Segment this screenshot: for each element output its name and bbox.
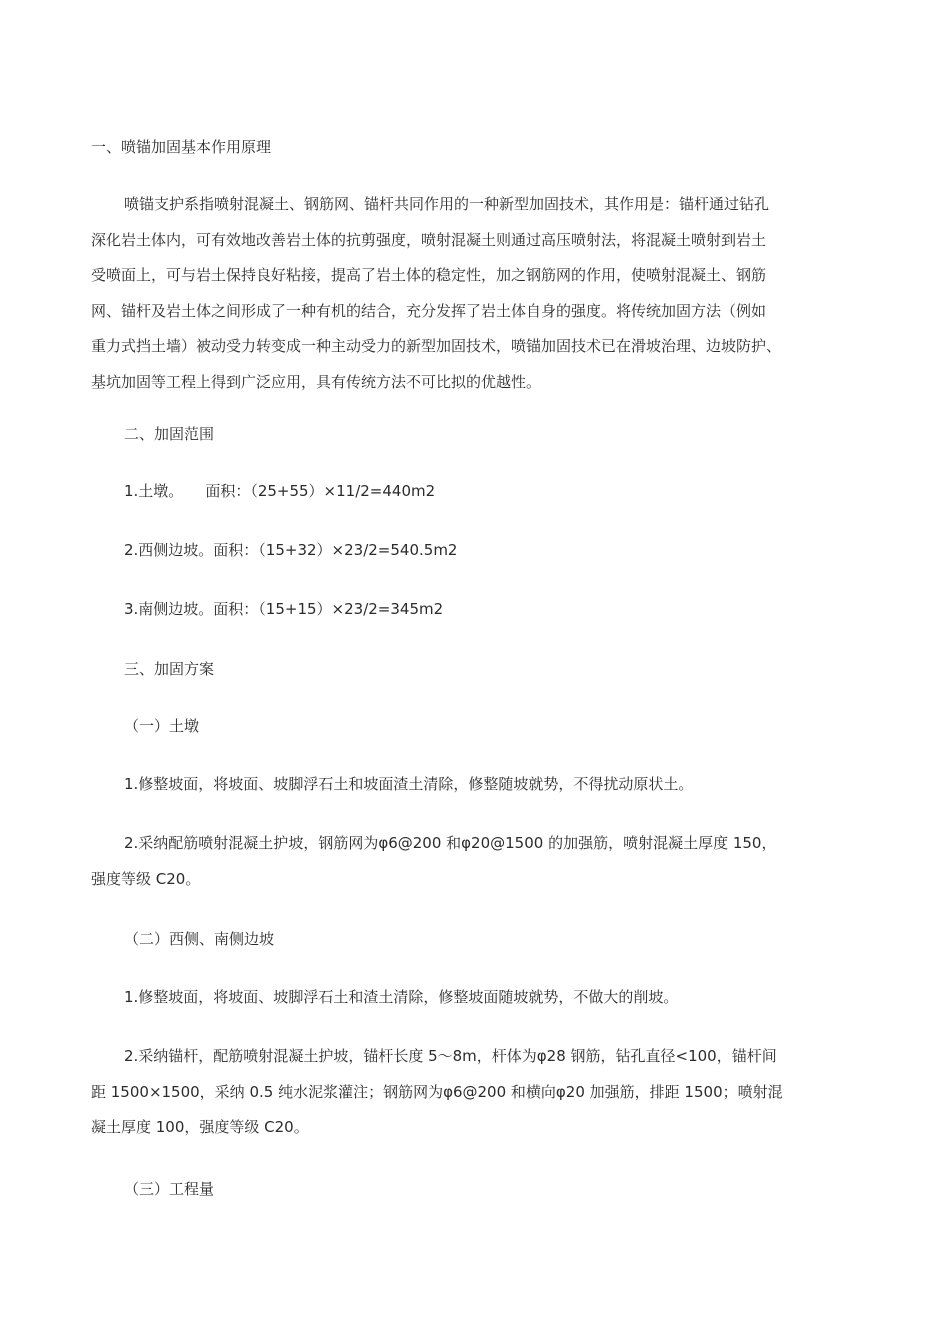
sub2-item-2-line: 2.采纳锚杆，配筋喷射混凝土护坡，锚杆长度 5～8m，杆体为φ28 钢筋，钻孔直径<100，锚杆间 <box>124 1047 777 1065</box>
sub2-item-2 <box>91 1039 861 1146</box>
section1-body-line: 网、锚杆及岩土体之间形成了一种有机的结合，充分发挥了岩土体自身的强度。将传统加固方法（例如 <box>91 301 767 320</box>
scope-item-3: 3.南侧边坡。面积：（15+15）×23/2=345m2 <box>124 600 444 618</box>
sub1-item-2 <box>91 826 861 897</box>
section1-body-line: 喷锚支护系指喷射混凝土、钢筋网、锚杆共同作用的一种新型加固技术，其作用是：锚杆通过钻孔 <box>124 195 770 213</box>
sub1-item-2-line: 强度等级 C20。 <box>91 869 201 888</box>
sub1-item-1: 1.修整坡面，将坡面、坡脚浮石土和坡面渣土清除，修整随坡就势，不得扰动原状土。 <box>124 775 694 793</box>
section3-heading: 三、加固方案 <box>124 660 215 678</box>
sub1-heading: （一）土墩 <box>124 717 200 735</box>
sub2-item-2-line: 凝土厚度 100，强度等级 C20。 <box>91 1118 309 1136</box>
sub2-item-1: 1.修整坡面，将坡面、坡脚浮石土和渣土清除，修整坡面随坡就势，不做大的削坡。 <box>124 988 679 1006</box>
section1-body-line: 基坑加固等工程上得到广泛应用，具有传统方法不可比拟的优越性。 <box>91 372 542 391</box>
sub1-item-2-line: 2.采纳配筋喷射混凝土护坡，钢筋网为φ6@200 和φ20@1500 的加强筋，喷射混凝土厚度 150， <box>124 834 777 852</box>
section1-heading: 一、喷锚加固基本作用原理 <box>91 138 272 156</box>
sub2-item-2-line: 距 1500×1500，采纳 0.5 纯水泥浆灌注；钢筋网为φ6@200 和横向φ20 加强筋，排距 1500；喷射混 <box>91 1082 783 1101</box>
section2-heading: 二、加固范围 <box>124 425 215 443</box>
section1-body-line: 受喷面上，可与岩土保持良好粘接，提高了岩土体的稳定性，加之钢筋网的作用，使喷射混凝土、钢筋 <box>91 266 767 284</box>
sub2-heading: （二）西侧、南侧边坡 <box>124 930 275 948</box>
scope-item-1 <box>124 474 894 510</box>
section1-body-line: 深化岩土体内，可有效地改善岩土体的抗剪强度，喷射混凝土则通过高压喷射法，将混凝土喷射到岩土 <box>91 230 767 249</box>
scope-item-2: 2.西侧边坡。面积：（15+32）×23/2=540.5m2 <box>124 541 458 559</box>
section1-body <box>91 187 861 400</box>
scope-item-1-label: 1.土墩。 <box>124 482 184 500</box>
section1-body-line: 重力式挡土墙）被动受力转变成一种主动受力的新型加固技术，喷锚加固技术已在滑坡治理、边坡防护、 <box>91 337 782 355</box>
scope-item-1-area: 面积：（25+55）×11/2=440m2 <box>205 482 436 500</box>
sub3-heading: （三）工程量 <box>124 1180 215 1198</box>
